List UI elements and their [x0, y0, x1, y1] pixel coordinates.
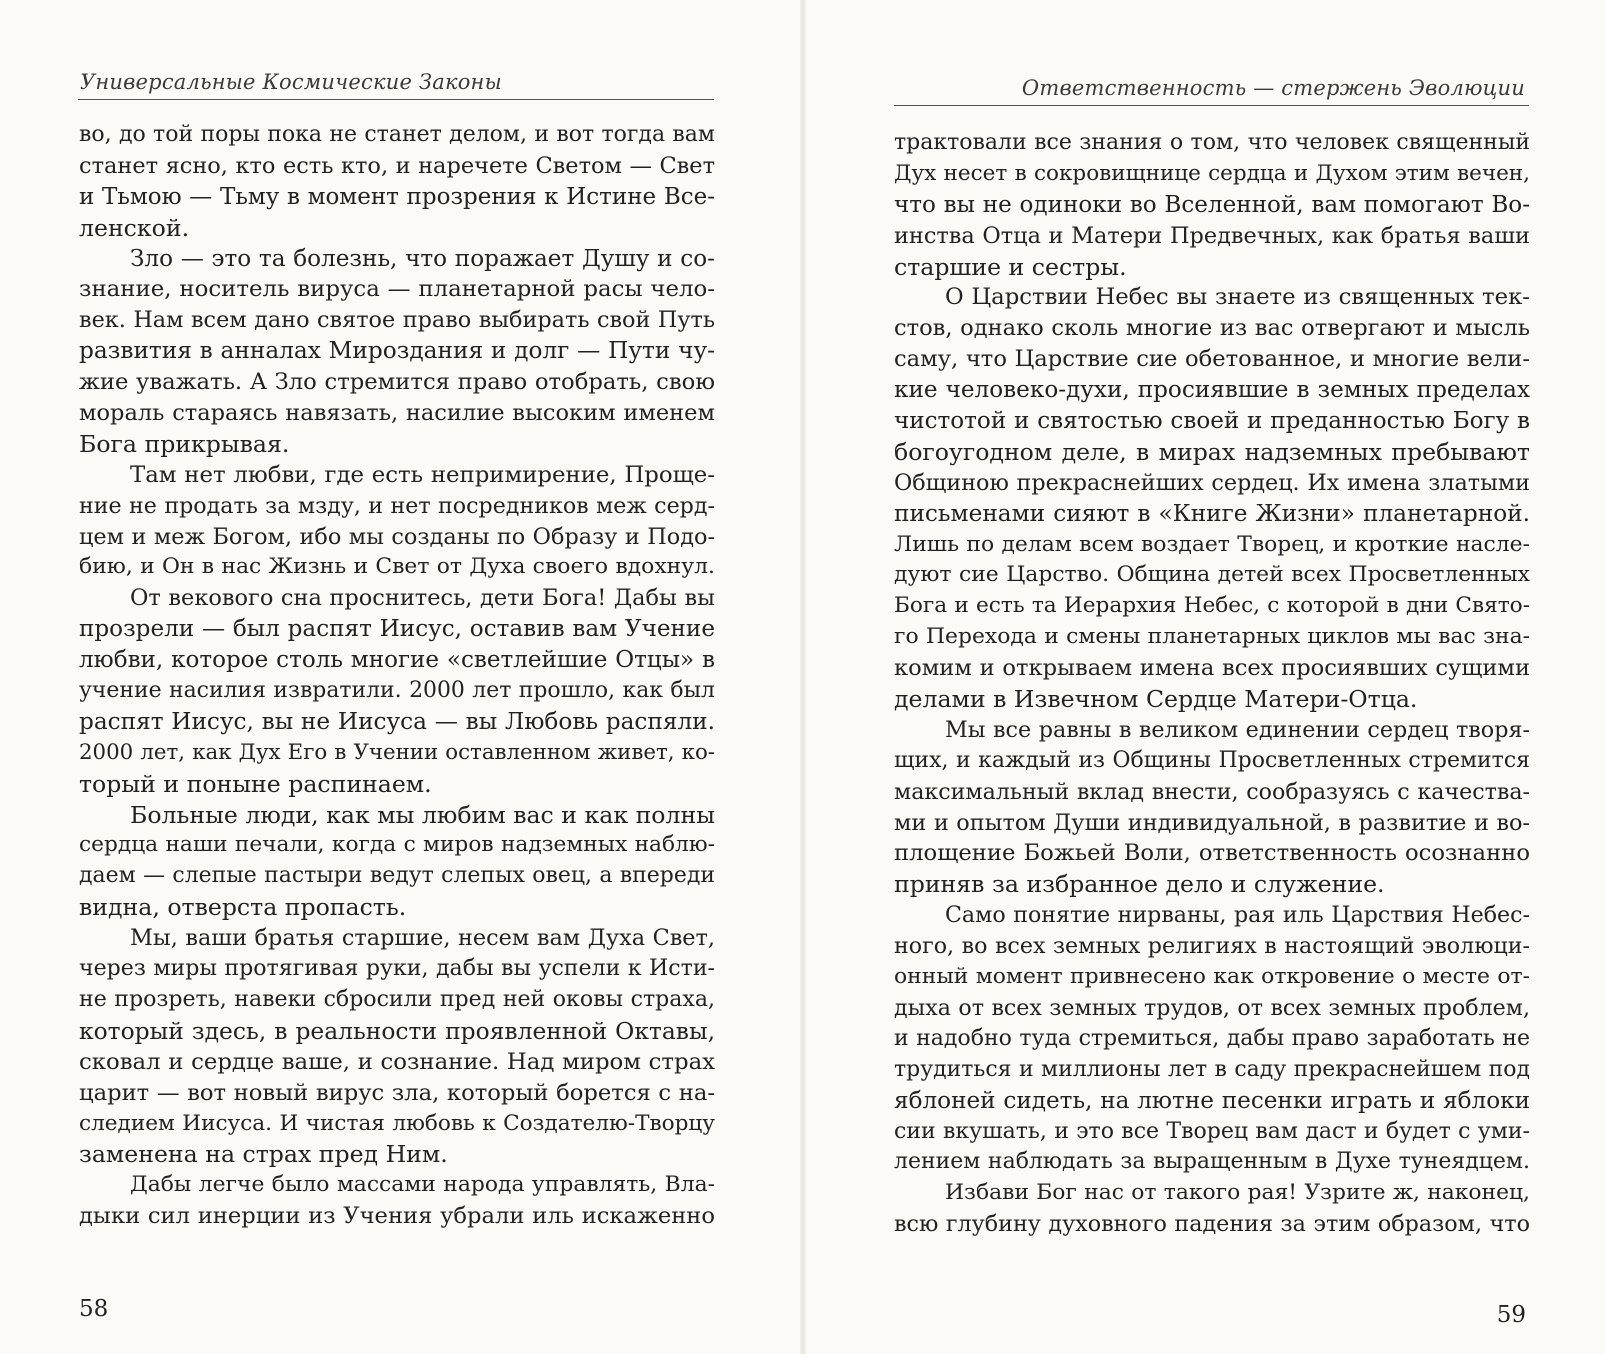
text-line: Мы, ваши братья старшие, несем вам Духа Свет, — [130, 925, 715, 952]
right-page-number: 59 — [1496, 1302, 1526, 1328]
right-page — [802, 0, 1605, 1354]
text-line: сердца наши печали, когда с миров надземных наблю- — [79, 832, 715, 858]
text-line: лением наблюдать за выращенным в Духе тунеядцем. — [894, 1149, 1530, 1175]
text-line: Само понятие нирваны, рая иль Царствия Небес- — [945, 902, 1530, 929]
text-line: Мы все равны в великом единении сердец творя- — [945, 716, 1530, 743]
left-body-text — [79, 120, 715, 1232]
text-line: яблоней сидеть, на лютне песенки играть и яблоки — [894, 1087, 1530, 1114]
text-line: любви, которое столь многие «светлейшие Отцы» в — [79, 647, 715, 674]
text-line: Бога и есть та Иерархия Небес, с которой в дни Свято- — [894, 593, 1530, 619]
text-line: письменами сияют в «Книге Жизни» планетарной. — [894, 499, 1530, 527]
text-line: площение Божьей Воли, ответственность осознанно — [894, 840, 1530, 867]
text-line: станет ясно, кто есть кто, и наречете Светом — Свет — [79, 152, 715, 179]
text-line: сии вкушать, и это все Творец вам даст и будет с уми- — [894, 1118, 1530, 1144]
text-line: распят Иисус, вы не Иисуса — вы Любовь распяли. — [79, 707, 715, 735]
text-line: жие уважать. А Зло стремится право отобрать, свою — [79, 369, 715, 396]
text-line: ми и опытом Души индивидуальной, в развитие и во- — [894, 809, 1530, 836]
text-line: и надобно туда стремиться, дабы право заработать не — [894, 1025, 1530, 1051]
text-line: Зло — это та болезнь, что поражает Душу и со- — [130, 245, 715, 272]
text-line: старшие и сестры. — [894, 252, 1127, 281]
text-line: век. Нам всем дано святое право выбирать свой Путь — [79, 307, 715, 334]
text-line: сковал и сердце ваше, и сознание. Над миром страх — [79, 1048, 715, 1075]
text-line: делами в Извечном Сердце Матери-Отца. — [894, 685, 1418, 714]
text-line: максимальный вклад внести, сообразуясь с качества- — [894, 778, 1530, 805]
text-line: инства Отца и Матери Предвечных, как братья ваши — [894, 222, 1530, 249]
text-line: 2000 лет, как Дух Его в Учении оставленном живет, ко- — [79, 739, 715, 765]
text-line: не прозреть, навеки сбросили пред ней оковы страха, — [79, 986, 715, 1012]
text-line: кие человеко-духи, просиявшие в земных пределах — [894, 377, 1530, 404]
text-line: богоугодном деле, в мирах надземных пребывают — [894, 437, 1530, 466]
text-line: всю глубину духовного падения за этим образом, что — [894, 1211, 1530, 1238]
text-line: щих, и каждый из Общины Просветленных стремится — [894, 747, 1530, 773]
text-line: Дабы легче было массами народа управлять, Вла- — [130, 1172, 715, 1198]
text-line: От векового сна проснитесь, дети Бога! Дабы вы — [130, 585, 715, 612]
text-line: О Царствии Небес вы знаете из священных тек- — [945, 284, 1530, 311]
text-line: видна, отверста пропасть. — [79, 893, 407, 922]
right-body-text — [894, 128, 1530, 1240]
text-line: дыки сил инерции из Учения убрали иль искаженно — [79, 1203, 715, 1230]
text-line: стов, однако сколь многие из вас отвергают и мысль — [894, 315, 1530, 342]
text-line: онный момент привнесено как откровение о месте от- — [894, 964, 1530, 990]
text-line: мораль стараясь навязать, насилие высоким именем — [79, 400, 715, 427]
text-line: цем и меж Богом, ибо мы созданы по Образу и Подо- — [79, 523, 715, 550]
left-page — [0, 0, 802, 1354]
text-line: даем — слепые пастыри ведут слепых овец, а впереди — [79, 863, 715, 889]
right-head-rule — [894, 105, 1529, 106]
text-line: во, до той поры пока не станет делом, и вот тогда вам — [79, 122, 715, 147]
text-line: царит — вот новый вирус зла, который борется с на- — [79, 1079, 715, 1106]
text-line: что вы не одиноки во Вселенной, вам помогают Во- — [894, 191, 1530, 218]
text-line: Лишь по делам всем воздает Творец, и кроткие насле- — [894, 531, 1530, 557]
text-line: и Тьмою — Тьму в момент прозрения к Истине Все- — [79, 183, 715, 210]
text-line: ленской. — [79, 213, 190, 242]
text-line: учение насилия извратили. 2000 лет прошло, как был — [79, 678, 715, 704]
text-line: следием Иисуса. И чистая любовь к Создателю-Творцу — [79, 1110, 715, 1136]
left-head-rule — [78, 99, 714, 100]
text-line: торый и поныне распинаем. — [79, 769, 432, 798]
text-line: чистотой и святостью своей и преданностью Богу в — [894, 408, 1530, 435]
text-line: заменена на страх пред Ним. — [79, 1140, 448, 1169]
text-line: трактовали все знания о том, что человек священный — [894, 130, 1530, 155]
text-line: го Перехода и смены планетарных циклов мы вас зна- — [894, 624, 1530, 650]
text-line: через миры протягивая руки, дабы вы успели к Исти- — [79, 956, 715, 982]
text-line: прозрели — был распят Иисус, оставив вам Учение — [79, 616, 715, 643]
text-line: Общиною прекраснейших сердец. Их имена златыми — [894, 469, 1530, 496]
right-running-head: Ответственность — стержень Эволюции — [1021, 76, 1525, 100]
left-running-head: Универсальные Космические Законы — [80, 70, 502, 94]
text-line: комим и открываем имена всех просиявших сущими — [894, 655, 1530, 682]
text-line: дыха от всех земных трудов, от всех земных проблем, — [894, 994, 1530, 1021]
text-line: ного, во всех земных религиях в настоящий эволюци- — [894, 933, 1530, 960]
text-line: ние не продать за мзду, и нет посредников меж серд- — [79, 492, 715, 519]
text-line: приняв за избранное дело и служение. — [894, 870, 1385, 899]
text-line: Избави Бог нас от такого рая! Узрите ж, наконец, — [945, 1180, 1530, 1206]
text-line: знание, носитель вируса — планетарной расы чело- — [79, 276, 715, 303]
text-line: трудиться и миллионы лет в саду прекраснейшем под — [894, 1056, 1530, 1082]
text-line: Дух несет в сокровищнице сердца и Духом этим вечен, — [894, 160, 1530, 186]
left-page-number: 58 — [79, 1296, 109, 1322]
text-line: развития в анналах Мироздания и долг — Пути чу- — [79, 337, 715, 365]
text-line: Больные люди, как мы любим вас и как полны — [130, 800, 715, 829]
text-line: который здесь, в реальности проявленной Октавы, — [79, 1016, 715, 1045]
text-line: Там нет любви, где есть непримирение, Проще- — [130, 461, 715, 488]
text-line: дуют сие Царство. Община детей всех Просветленных — [894, 562, 1530, 588]
text-line: бию, и Он в нас Жизнь и Свет от Духа своего вдохнул. — [79, 554, 715, 580]
text-line: саму, что Царствие сие обетованное, и многие вели- — [894, 346, 1530, 373]
text-line: Бога прикрывая. — [79, 429, 290, 458]
